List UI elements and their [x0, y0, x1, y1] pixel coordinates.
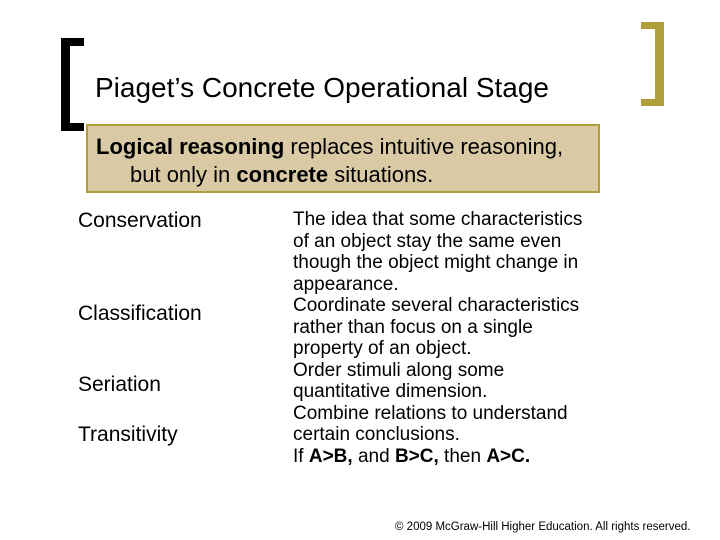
example-text: If: [293, 445, 309, 467]
definition-line: quantitative dimension.: [293, 381, 488, 402]
left-bracket-top: [61, 38, 84, 46]
callout-line-1: [96, 133, 598, 161]
term-conservation: Conservation: [78, 209, 202, 232]
callout-bold-concrete: concrete: [236, 162, 329, 187]
definition-line: property of an object.: [293, 338, 472, 359]
term-transitivity: Transitivity: [78, 423, 178, 446]
definition-line: though the object might change in: [293, 252, 579, 273]
term-classification: Classification: [78, 302, 202, 325]
right-bracket-bottom: [641, 99, 664, 106]
callout-text: replaces intuitive reasoning,: [284, 134, 564, 159]
definition-line: Coordinate several characteristics: [293, 295, 580, 316]
definition-line: The idea that some characteristics: [293, 209, 583, 230]
slide-title: Piaget’s Concrete Operational Stage: [95, 72, 549, 103]
term-seriation: Seriation: [78, 373, 161, 396]
callout-bold-logical: Logical reasoning: [96, 134, 285, 159]
example-text: then: [438, 445, 487, 467]
definition-line: certain conclusions.: [293, 424, 460, 445]
left-bracket-bar: [61, 38, 70, 131]
definitions-column: [293, 209, 582, 467]
definition-line: appearance.: [293, 273, 399, 295]
example-text: and: [352, 445, 395, 467]
right-bracket-top: [641, 22, 664, 29]
definition-line: Combine relations to understand: [293, 402, 568, 424]
definition-line: of an object stay the same even: [293, 230, 562, 252]
callout-line-2: [96, 161, 598, 189]
callout-box: [86, 124, 600, 193]
left-bracket-bottom: [61, 123, 84, 131]
example-bold: B>C,: [394, 445, 439, 467]
example-bold: A>C.: [486, 445, 531, 467]
definition-line: Order stimuli along some: [293, 359, 505, 381]
right-bracket-bar: [655, 22, 664, 106]
transitivity-example: [293, 446, 582, 468]
copyright-notice: © 2009 McGraw-Hill Higher Education. All rights reserved.: [395, 521, 691, 533]
example-bold: A>B,: [308, 445, 353, 467]
definition-line: rather than focus on a single: [293, 316, 533, 338]
callout-text: situations.: [328, 162, 434, 187]
callout-text: but only in: [130, 162, 237, 187]
